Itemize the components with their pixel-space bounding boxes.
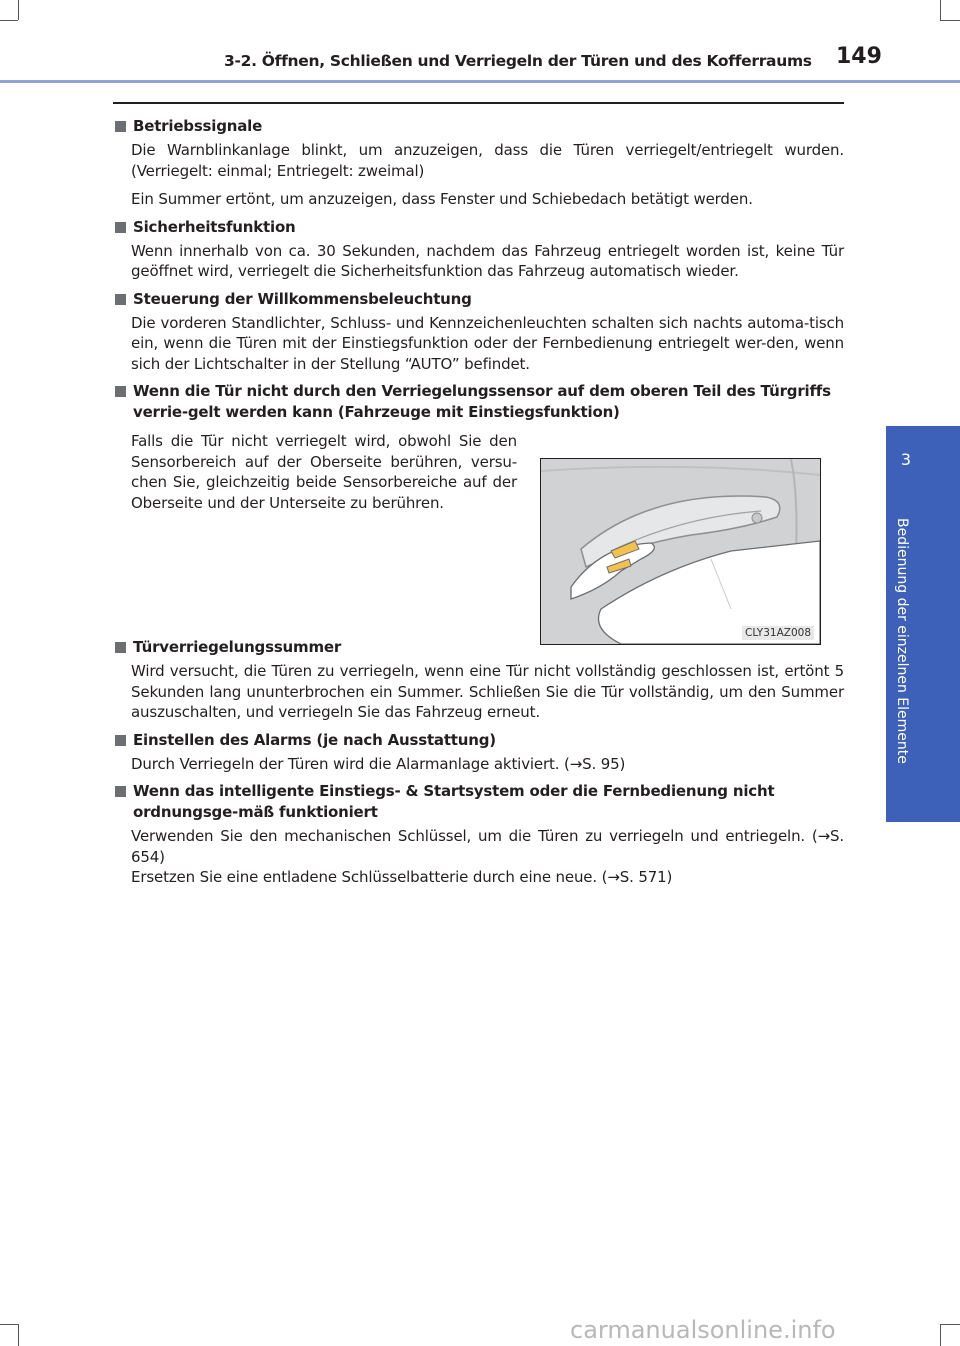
paragraph: Wenn innerhalb von ca. 30 Sekunden, nachdem das Fahrzeug entriegelt worden ist, keine Tür geöffnet wird, verriegelt die Sicherheitsfunktion das Fahrzeug automatisch wieder. (131, 241, 844, 280)
crop-mark (940, 20, 960, 21)
paragraph: Ein Summer ertönt, um anzuzeigen, dass Fenster und Schiebedach betätigt werden. (131, 190, 753, 208)
paragraph: Durch Verriegeln der Türen wird die Alarmanlage aktiviert. (→S. 95) (131, 754, 626, 773)
running-header: 3-2. Öffnen, Schließen und Verriegeln der Türen und des Kofferraums (224, 52, 812, 70)
page-number: 149 (836, 44, 882, 69)
crop-mark (940, 0, 941, 20)
paragraph: Verwenden Sie den mechanischen Schlüssel, um die Türen zu verriegeln und entriegeln. (→S. 654) (131, 827, 844, 866)
paragraph: Wird versucht, die Türen zu verriegeln, wenn eine Tür nicht vollständig geschlossen ist, ertönt 5 Sekunden lang ununterbrochen ein Summer. Schließen Sie die Tür vollständig, um den Summer auszuschalten, und verriegeln Sie das Fahrzeug erneut. (131, 662, 844, 721)
section-heading: Steuerung der Willkommensbeleuchtung (113, 289, 844, 310)
header-rule (0, 80, 960, 83)
section-heading: Wenn das intelligente Einstiegs- & Startsystem oder die Fernbedienung nicht ordnungsge-mäß funktioniert (113, 781, 844, 823)
section-heading: Einstellen des Alarms (je nach Ausstattung) (113, 730, 844, 751)
door-handle-drawing (541, 459, 820, 644)
square-bullet-icon (115, 121, 126, 132)
section-alarm (113, 730, 844, 775)
crop-mark (0, 1324, 18, 1325)
door-handle-illustration (540, 458, 821, 645)
section-startsystem (113, 781, 844, 888)
section-heading: Betriebssignale (113, 116, 844, 137)
crop-mark (18, 0, 19, 20)
crop-mark (940, 1324, 941, 1346)
section-tuerverriegelungssummer (113, 637, 844, 723)
section-sicherheitsfunktion (113, 217, 844, 282)
figure-code: CLY31AZ008 (742, 626, 814, 640)
paragraph: Die vorderen Standlichter, Schluss- und Kennzeichenleuchten schalten sich nachts automa-tisch ein, wenn die Türen mit der Einstiegsfunktion oder der Fernbedienung entriegelt wer-den, wenn sich der Lichtschalter in der Stellung “AUTO” befindet. (131, 313, 844, 373)
figure-caption-text: Falls die Tür nicht verriegelt wird, obwohl Sie den Sensorbereich auf der Oberseite berühren, versu-chen Sie, gleichzeitig beide Sensorbereiche auf der Oberseite und der Unterseite zu berühren. (131, 432, 517, 512)
square-bullet-icon (115, 386, 126, 397)
watermark-text[interactable]: carmanualsonline.info (570, 1316, 836, 1344)
square-bullet-icon (115, 642, 126, 653)
section-willkommensbeleuchtung (113, 289, 844, 375)
square-bullet-icon (115, 735, 126, 746)
square-bullet-icon (115, 222, 126, 233)
crop-mark (0, 20, 18, 21)
chapter-number: 3 (900, 450, 912, 469)
chapter-tab (886, 426, 960, 822)
square-bullet-icon (115, 294, 126, 305)
section-heading: Türverriegelungssummer (113, 637, 844, 658)
paragraph: Ersetzen Sie eine entladene Schlüsselbatterie durch eine neue. (→S. 571) (131, 868, 673, 886)
paragraph: Die Warnblinkanlage blinkt, um anzuzeigen, dass die Türen verriegelt/entriegelt wurden. (Verriegelt: einmal; Entriegelt: zweimal) (131, 141, 844, 180)
section-heading: Sicherheitsfunktion (113, 217, 844, 238)
section-betriebssignale (113, 116, 844, 210)
chapter-label: Bedienung der einzelnen Elemente (894, 518, 910, 764)
section-heading: Wenn die Tür nicht durch den Verriegelungssensor auf dem oberen Teil des Türgriffs verrie-gelt werden kann (Fahrzeuge mit Einstiegsfunktion) (113, 381, 844, 423)
crop-mark (18, 1324, 19, 1346)
square-bullet-icon (115, 786, 126, 797)
section-rule (113, 102, 844, 104)
crop-mark (940, 1324, 960, 1325)
